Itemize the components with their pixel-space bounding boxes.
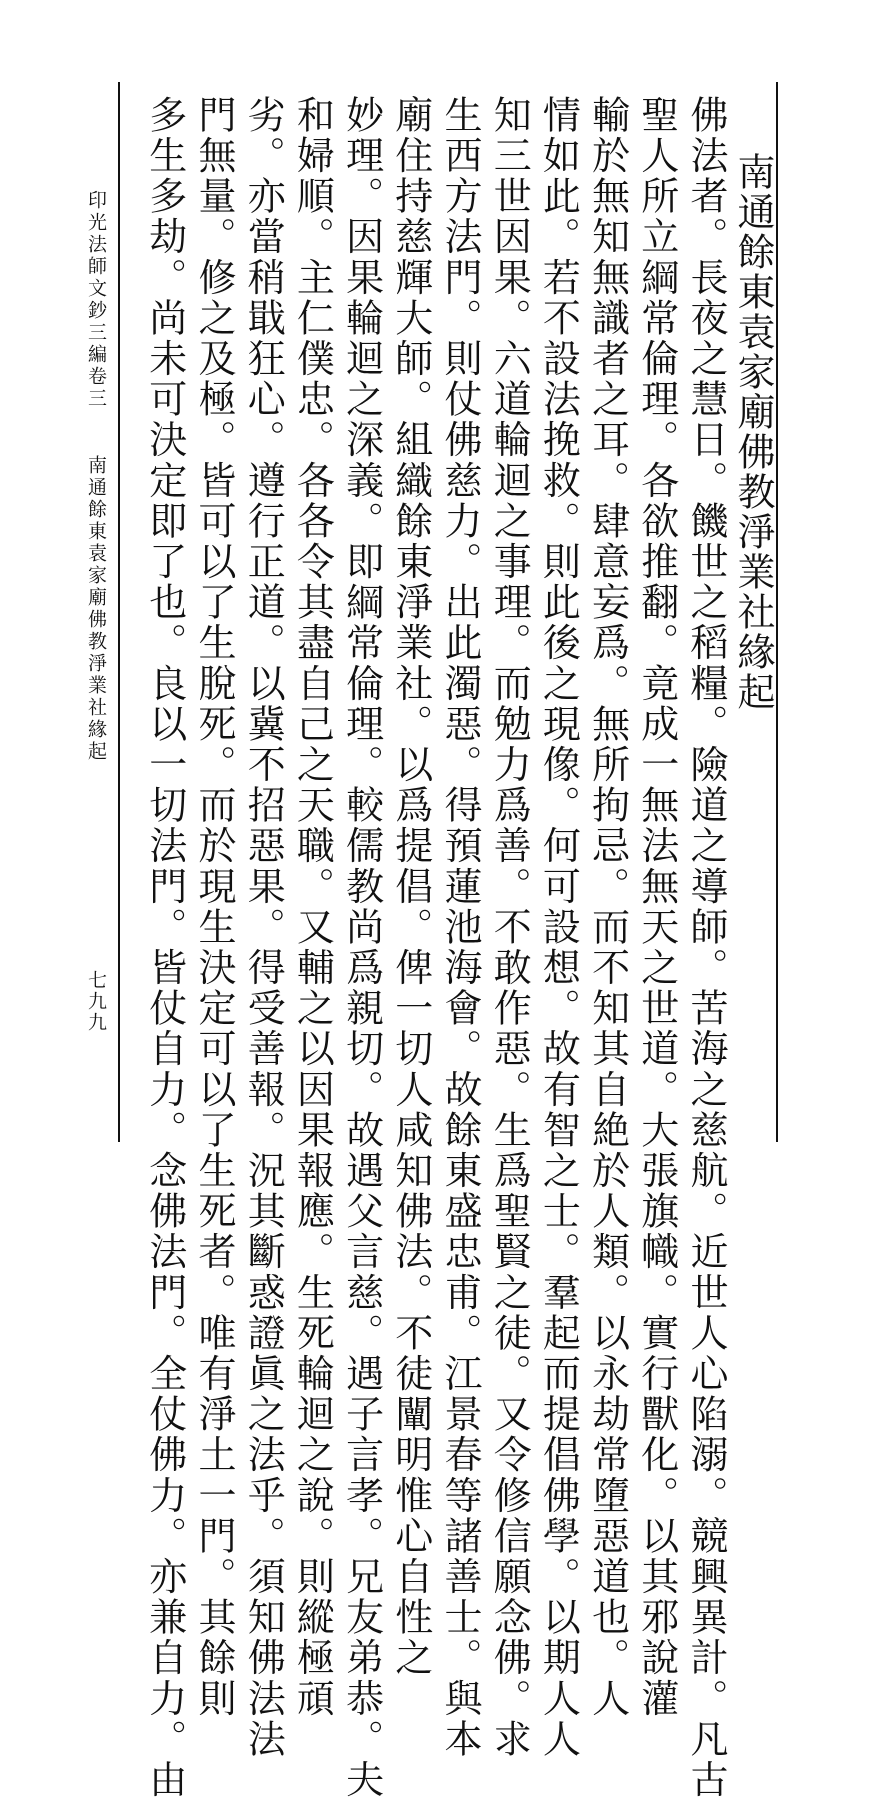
text-column: 生西方法門。則仗佛慈力。出此濁惡。得預蓮池海會。故餘東盛忠甫。江景春等諸善士。與本 bbox=[438, 95, 482, 1760]
text-column: 知三世因果。六道輪迴之事理。而勉力爲善。不敢作惡。生爲聖賢之徒。又令修信願念佛。求 bbox=[487, 95, 532, 1760]
page-border-left bbox=[118, 82, 120, 1142]
text-column: 門無量。修之及極。皆可以了生脫死。而於現生決定可以了生死者。唯有淨土一門。其餘則 bbox=[192, 95, 236, 1719]
page-border-right bbox=[776, 82, 778, 1142]
text-column: 妙理。因果輪迴之深義。即綱常倫理。較儒教尚爲親切。故遇父言慈。遇子言孝。兄友弟恭。夫 bbox=[339, 95, 384, 1800]
page-number: 七九九 bbox=[85, 970, 107, 1033]
text-column: 劣。亦當稍戢狂心。遵行正道。以冀不招惡果。得受善報。況其斷惑證眞之法乎。須知佛法法 bbox=[241, 95, 286, 1760]
article-title: 南通餘東袁家廟佛教淨業社緣起 bbox=[731, 152, 775, 712]
running-book-title: 印光法師文鈔三編卷三 bbox=[85, 190, 107, 410]
text-column: 輸於無知無識者之耳。肆意妄爲。無所拘忌。而不知其自絶於人類。以永劫常墮惡道也。人 bbox=[585, 95, 630, 1719]
running-chapter-title: 南通餘東袁家廟佛教淨業社緣起 bbox=[85, 455, 107, 763]
text-column: 情如此。若不設法挽救。則此後之現像。何可設想。故有智之士。羣起而提倡佛學。以期人人 bbox=[536, 95, 581, 1760]
text-column: 多生多劫。尚未可決定即了也。良以一切法門。皆仗自力。念佛法門。全仗佛力。亦兼自力。由 bbox=[142, 95, 187, 1800]
text-column: 廟住持慈輝大師。組織餘東淨業社。以爲提倡。俾一切人咸知佛法。不徒闡明惟心自性之 bbox=[388, 95, 433, 1679]
text-column: 佛法者。長夜之慧日。饑世之稻糧。險道之導師。苦海之慈航。近世人心陷溺。競興異計。凡古 bbox=[684, 95, 728, 1800]
text-column: 和婦順。主仁僕忠。各各令其盡自己之天職。又輔之以因果報應。生死輪迴之說。則縱極頑 bbox=[290, 95, 335, 1719]
text-column: 聖人所立綱常倫理。各欲推翻。竟成一無法無天之世道。大張旗幟。實行獸化。以其邪說灌 bbox=[634, 95, 679, 1719]
